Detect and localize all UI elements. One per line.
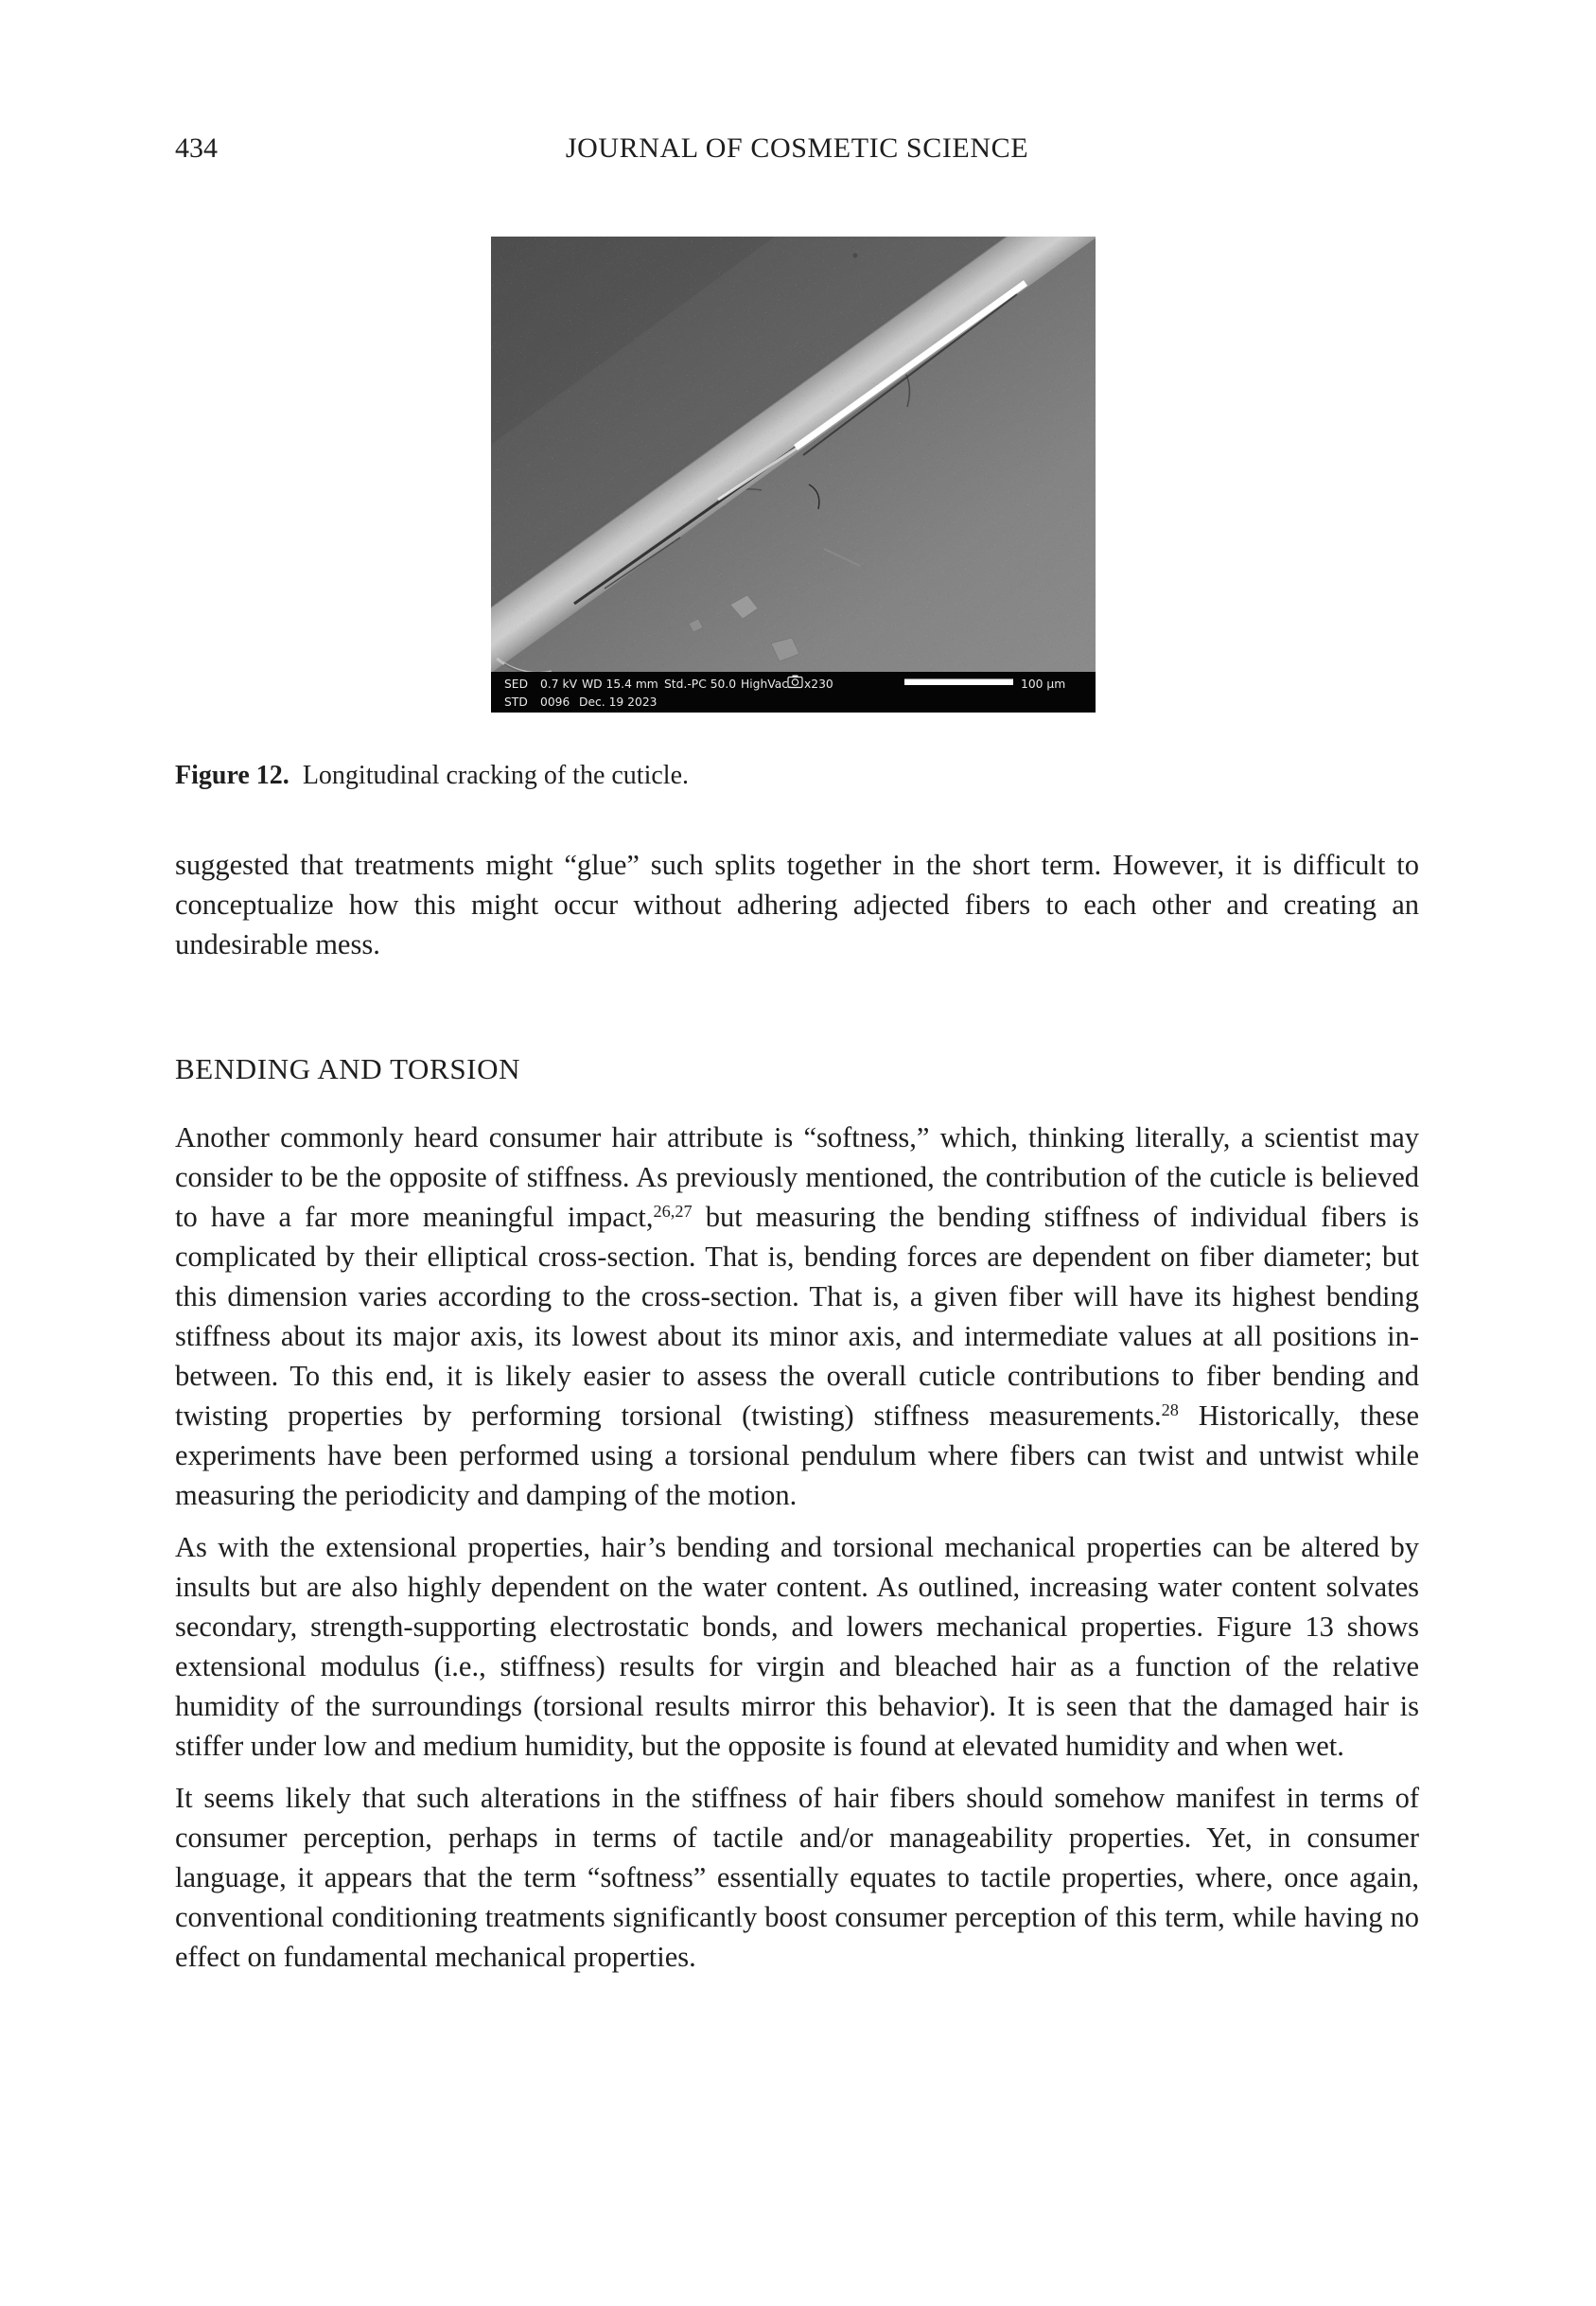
figure-caption — [175, 761, 1419, 791]
figure-12-sem-micrograph — [491, 237, 1096, 713]
sem-probe-current: Std.-PC 50.0 — [664, 678, 737, 691]
sem-magnification: x230 — [804, 678, 833, 691]
section-heading-bending-and-torsion: BENDING AND TORSION — [175, 1052, 521, 1085]
sem-mode: STD — [504, 695, 528, 709]
article-body — [175, 845, 1419, 1989]
sem-detector: SED — [504, 678, 529, 691]
paragraph-bending-text-b: but measuring the bending stiffness of individual fibers is complicated by their elliptical cross-section. That is, bending forces are dependent on fiber diameter; but this dimension varies according to the cross-section. That is, a given fiber will have its highest bending stiffness about its major axis, its lowest about its minor axis, and intermediate values at all positions in-between. To this end, it is likely easier to assess the overall cuticle contributions to fiber bending and twisting properties by performing torsional (twisting) stiffness measurements. — [175, 1201, 1419, 1432]
figure-caption-text: Longitudinal cracking of the cuticle. — [302, 761, 689, 790]
figure-caption-label: Figure 12. — [175, 761, 289, 790]
paragraph-water-content: As with the extensional properties, hair’s bending and torsional mechanical properties can be altered by insults but are also highly dependent on the water content. As outlined, increasing water content solvates secondary, strength-supporting electrostatic bonds, and lowers mechanical properties. Figure 13 shows extensional modulus (i.e., stiffness) results for virgin and bleached hair as a function of the relative humidity of the surroundings (torsional results mirror this behavior). It is seen that the damaged hair is stiffer under low and medium humidity, but the opposite is found at elevated humidity and when wet. — [175, 1531, 1419, 1762]
sem-image — [491, 237, 1096, 713]
page-number: 434 — [175, 132, 218, 164]
sem-working-distance: WD 15.4 mm — [582, 678, 658, 691]
paragraph-bending-stiffness — [175, 1118, 1419, 1515]
sem-vacuum-mode: HighVac. — [741, 678, 792, 691]
sem-voltage: 0.7 kV — [540, 678, 577, 691]
paragraph-consumer-perception: It seems likely that such alterations in the stiffness of hair fibers should somehow manifest in terms of consumer perception, perhaps in terms of tactile and/or manageability properties. Yet, in consumer language, it appears that the term “softness” essentially equates to tactile properties, where, once again, conventional conditioning treatments significantly boost consumer perception of this term, while having no effect on fundamental mechanical properties. — [175, 1782, 1419, 1973]
page-header — [175, 132, 1419, 170]
reference-superscript-26-27: 26,27 — [653, 1201, 693, 1221]
journal-title: JOURNAL OF COSMETIC SCIENCE — [565, 132, 1029, 164]
sem-image-number: 0096 — [540, 695, 570, 709]
scale-bar-label: 100 μm — [1021, 678, 1066, 691]
reference-superscript-28: 28 — [1161, 1399, 1179, 1419]
sem-date: Dec. 19 2023 — [579, 695, 658, 709]
paragraph-bending-text-a: Another commonly heard consumer hair attribute is “softness,” which, thinking literally, a scientist may consider to be the opposite of stiffness. As previously mentioned, the contribution of the cuticle is believed to have a far more meaningful impact, — [175, 1121, 1419, 1233]
paragraph-continuation: suggested that treatments might “glue” such splits together in the short term. However, it is difficult to conceptualize how this might occur without adhering adjected fibers to each other and creating an undesirable mess. — [175, 849, 1419, 960]
paragraph-bending-text-c: Historically, these experiments have been performed using a torsional pendulum where fibers can twist and untwist while measuring the periodicity and damping of the motion. — [175, 1399, 1419, 1511]
sem-grain-dark — [491, 237, 1096, 672]
scale-bar — [904, 679, 1013, 686]
